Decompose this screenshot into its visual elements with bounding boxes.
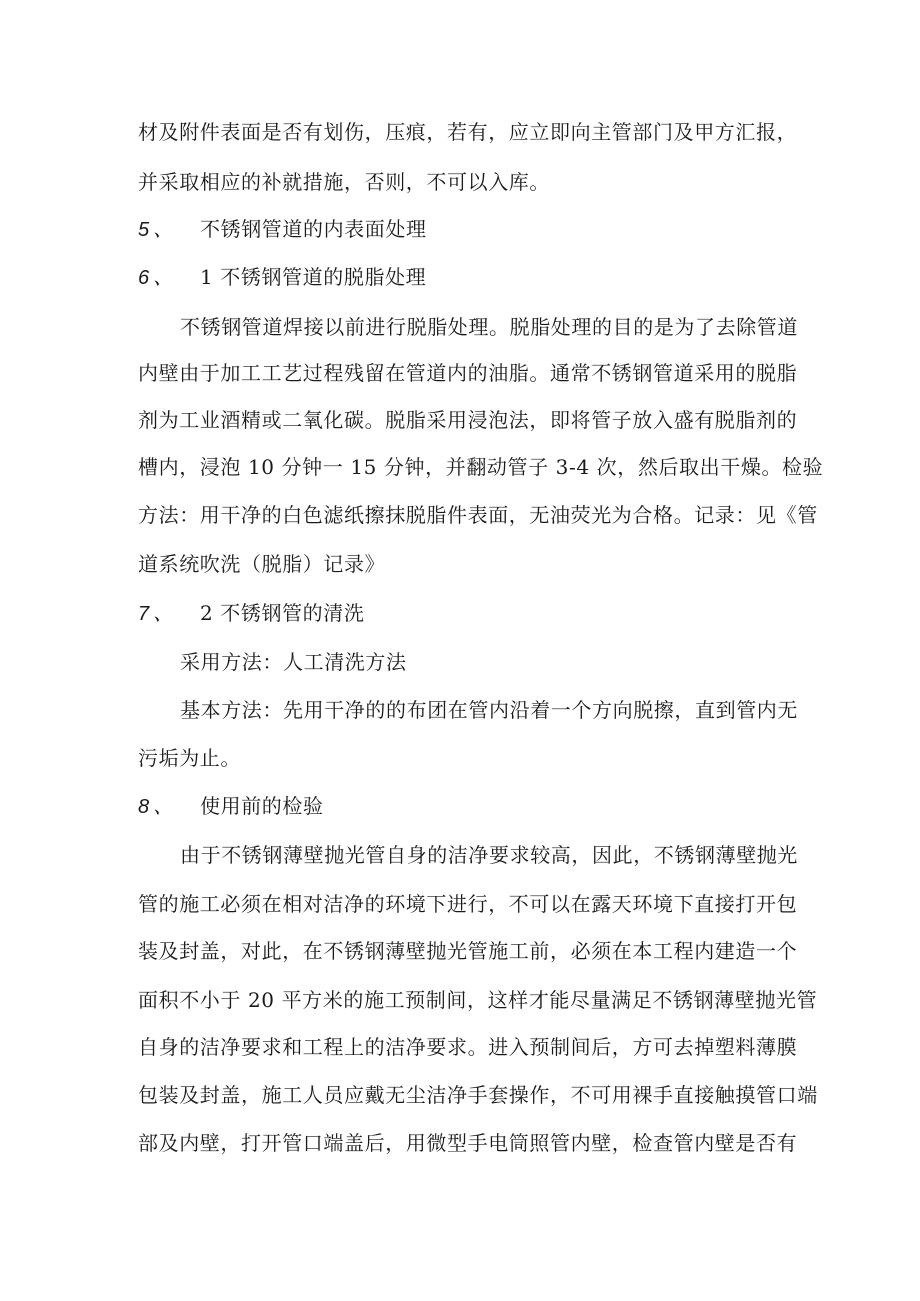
section-title: 使用前的检验: [200, 794, 324, 818]
body-line: 剂为工业酒精或二氧化碳。脱脂采用浸泡法，即将管子放入盛有脱脂剂的: [138, 408, 798, 432]
section-heading-6: [138, 264, 426, 291]
body-line: 内壁由于加工工艺过程残留在管道内的油脂。通常不锈钢管道采用的脱脂: [138, 361, 798, 385]
body-line: 槽内，浸泡 10 分钟一 15 分钟，并翻动管子 3-4 次，然后取出干燥。检验: [138, 455, 824, 479]
section-number: 6、: [138, 267, 178, 289]
body-line: 并采取相应的补就措施，否则，不可以入库。: [138, 170, 550, 194]
section-heading-5: [138, 216, 427, 243]
section-title: 2 不锈钢管的清洗: [200, 601, 365, 625]
body-line: 由于不锈钢薄壁抛光管自身的洁净要求较高，因此，不锈钢薄壁抛光: [180, 843, 798, 867]
body-line: 包装及封盖，施工人员应戴无尘洁净手套操作，不可用裸手直接触摸管口端: [138, 1083, 818, 1107]
section-number: 5、: [138, 219, 178, 241]
body-line: 装及封盖，对此，在不锈钢薄壁抛光管施工前，必须在本工程内建造一个: [138, 939, 798, 963]
section-heading-8: [138, 793, 324, 820]
body-line: 不锈钢管道焊接以前进行脱脂处理。脱脂处理的目的是为了去除管道: [180, 315, 798, 339]
section-title: 1 不锈钢管道的脱脂处理: [200, 265, 427, 289]
body-line: 自身的洁净要求和工程上的洁净要求。进入预制间后，方可去掉塑料薄膜: [138, 1035, 798, 1059]
body-line: 管的施工必须在相对洁净的环境下进行，不可以在露天环境下直接打开包: [138, 892, 798, 916]
body-line: 污垢为止。: [138, 746, 241, 770]
section-heading-7: [138, 600, 364, 627]
body-line: 面积不小于 20 平方米的施工预制间，这样才能尽量满足不锈钢薄壁抛光管: [138, 988, 818, 1012]
body-line: 部及内壁，打开管口端盖后，用微型手电筒照管内壁，检查管内壁是否有: [138, 1131, 798, 1155]
body-line: 材及附件表面是否有划伤，压痕，若有，应立即向主管部门及甲方汇报，: [138, 120, 798, 144]
section-title: 不锈钢管道的内表面处理: [200, 217, 427, 241]
section-number: 7、: [138, 603, 178, 625]
body-line: 基本方法：先用干净的的布团在管内沿着一个方向脱擦，直到管内无: [180, 698, 798, 722]
body-line: 采用方法：人工清洗方法: [180, 650, 407, 674]
body-line: 方法：用干净的白色滤纸擦抹脱脂件表面，无油荧光为合格。记录：见《管: [138, 503, 818, 527]
body-line: 道系统吹洗（脱脂）记录》: [138, 552, 386, 576]
section-number: 8、: [138, 796, 178, 818]
